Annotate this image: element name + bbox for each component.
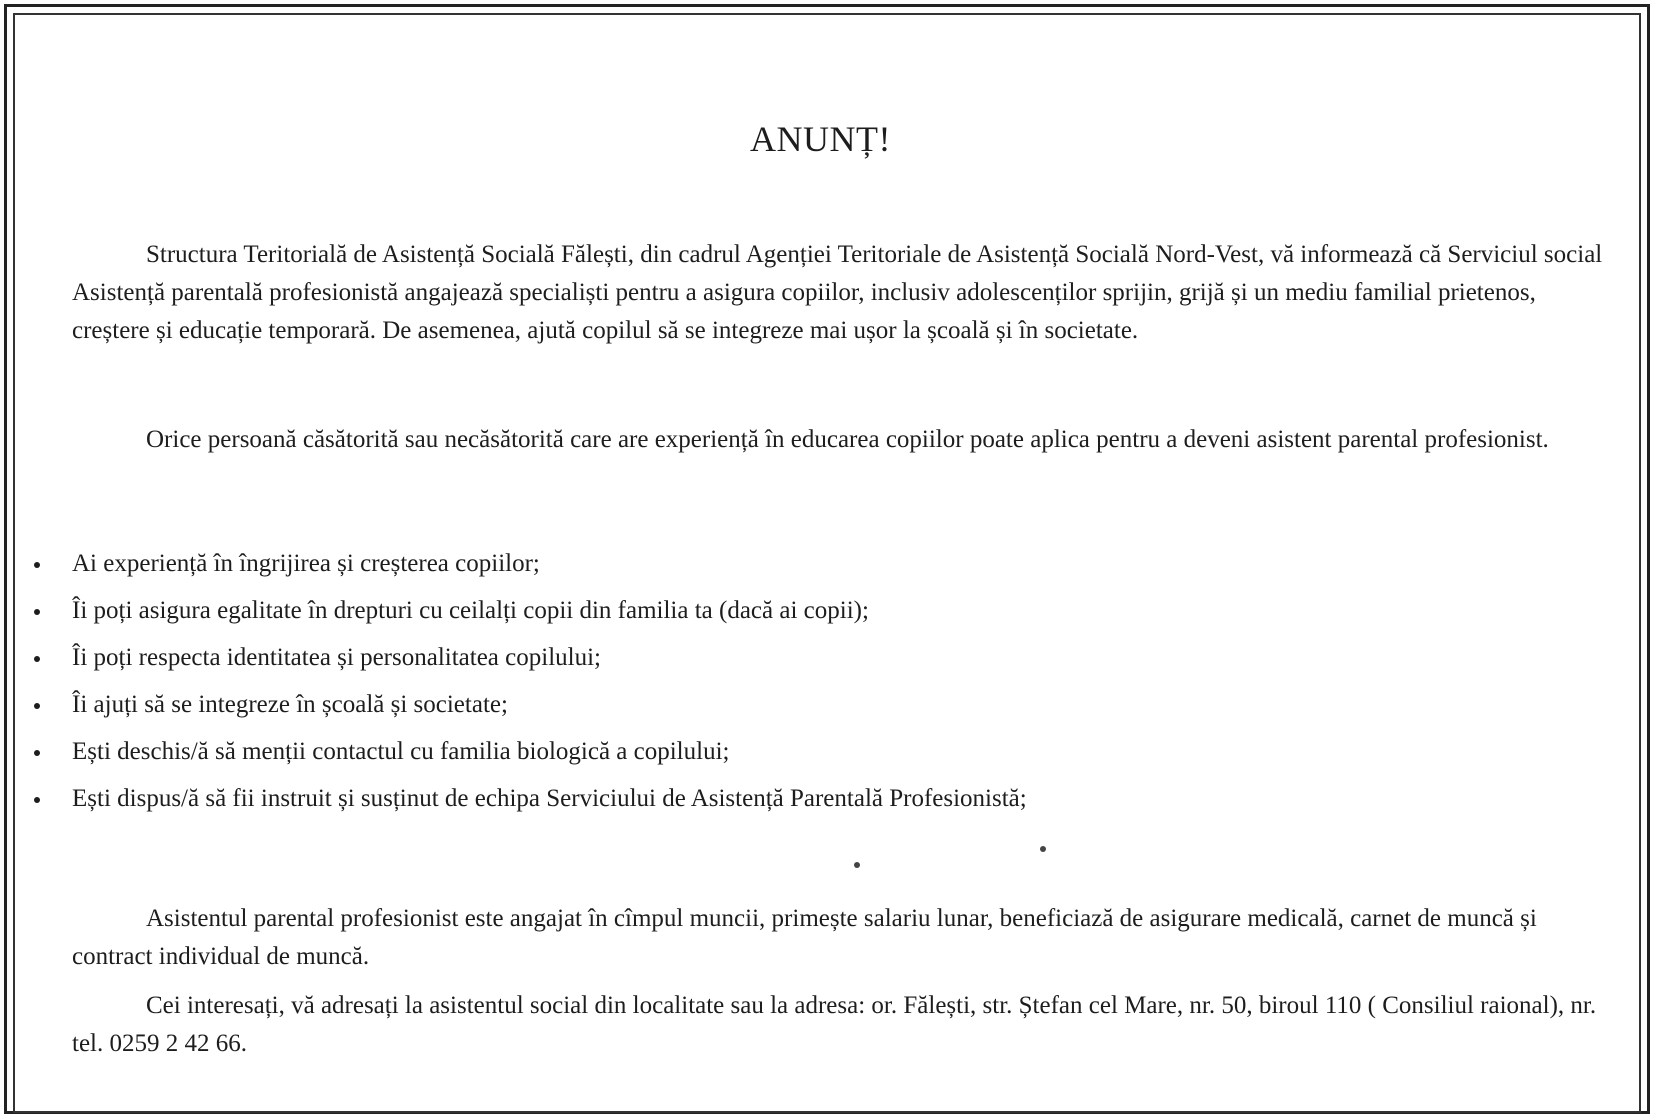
bullet-icon — [34, 562, 40, 568]
bullet-icon — [34, 750, 40, 756]
requirement-text: Îi ajuți să se integreze în școală și societate; — [72, 691, 508, 718]
contact-paragraph: Cei interesați, vă adresați la asistentul social din localitate sau la adresa: or. Fălești, str. Ștefan cel Mare, nr. 50, biroul 110 ( Consiliul raional), nr. tel. 0259 2 42 66. — [72, 992, 1597, 1057]
scan-speck — [854, 862, 860, 868]
requirement-text: Îi poți respecta identitatea și personalitatea copilului; — [72, 644, 601, 671]
requirement-text: Ești dispus/ă să fii instruit și susținut de echipa Serviciului de Asistență Parentală Profesionistă; — [72, 785, 1027, 812]
notice-title: ANUNȚ! — [750, 119, 891, 159]
requirement-text: Ai experiență în îngrijirea și creșterea copiilor; — [72, 550, 540, 577]
bullet-icon — [34, 656, 40, 662]
benefits-paragraph: Asistentul parental profesionist este angajat în cîmpul muncii, primește salariu lunar, beneficiază de asigurare medicală, carnet de muncă și contract individual de muncă. — [72, 905, 1537, 970]
bullet-icon — [34, 609, 40, 615]
requirement-text: Ești deschis/ă să menții contactul cu familia biologică a copilului; — [72, 738, 730, 765]
requirements-list — [0, 545, 1027, 827]
requirement-item — [0, 592, 1027, 639]
scan-speck — [1040, 846, 1046, 852]
intro-paragraph: Structura Teritorială de Asistență Socială Fălești, din cadrul Agenției Teritoriale de Asistență Socială Nord-Vest, vă informează că Serviciul social Asistență parentală profesionistă angajează specialiști pentru a asigura copiilor, inclusiv adolescenților sprijin, grijă și un mediu familial prietenos, creștere și educație temporară. De asemenea, ajută copilul să se integreze mai ușor la școală și în societate. — [72, 241, 1603, 344]
requirement-item — [0, 639, 1027, 686]
requirement-item — [0, 545, 1027, 592]
requirement-item — [0, 733, 1027, 780]
eligibility-paragraph: Orice persoană căsătorită sau necăsătorită care are experiență în educarea copiilor poate aplica pentru a deveni asistent parental profesionist. — [146, 426, 1549, 453]
requirement-item — [0, 780, 1027, 827]
bullet-icon — [34, 703, 40, 709]
bullet-icon — [34, 797, 40, 803]
requirement-text: Îi poți asigura egalitate în drepturi cu ceilalți copii din familia ta (dacă ai copii); — [72, 597, 869, 624]
requirement-item — [0, 686, 1027, 733]
